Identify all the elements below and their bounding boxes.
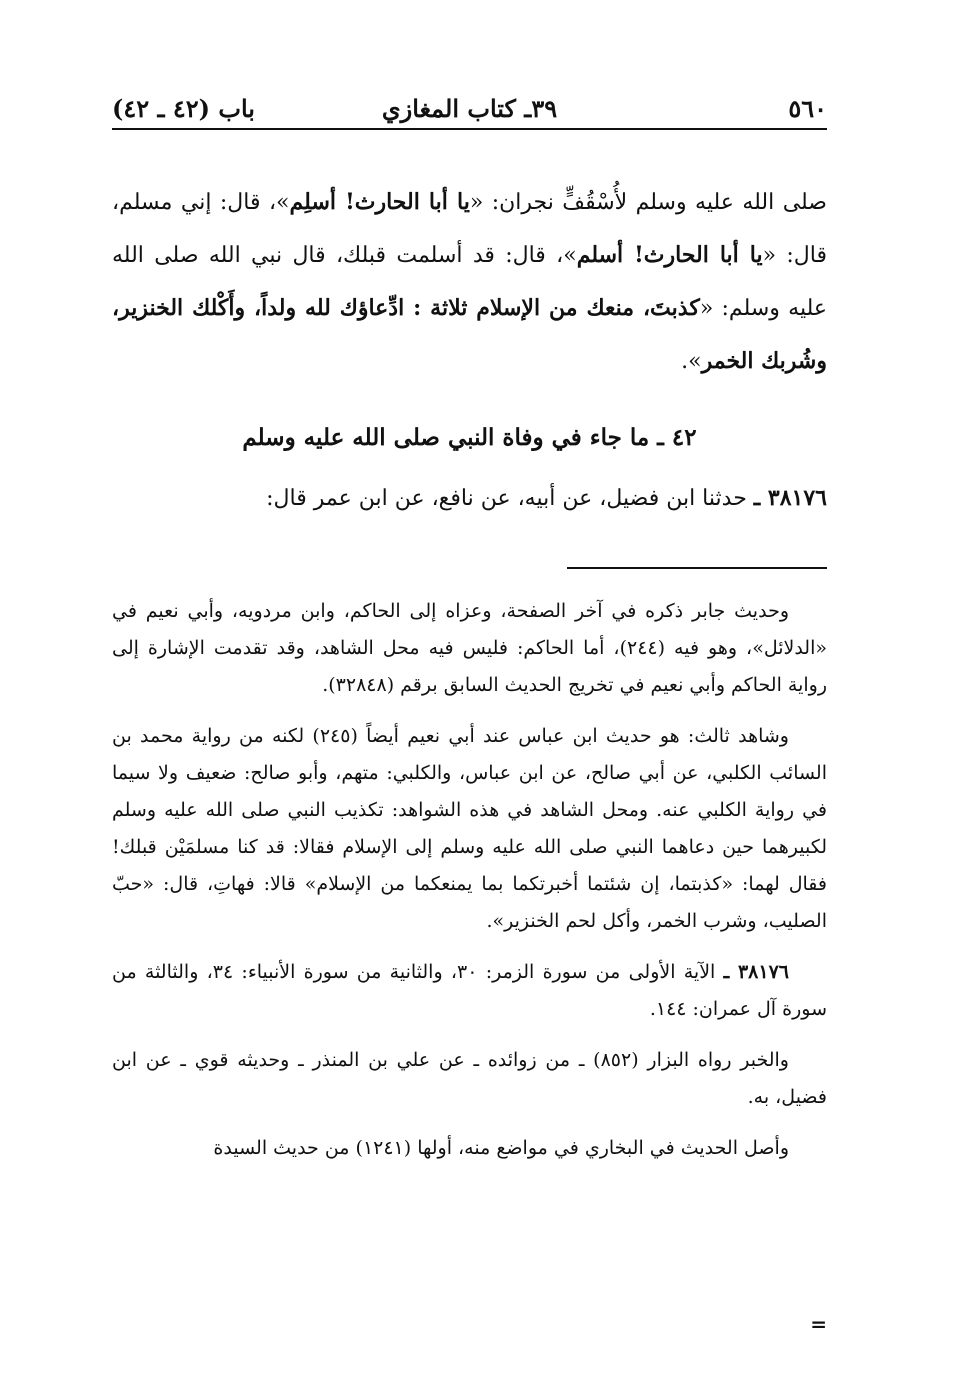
main-text-part: ».: [681, 349, 702, 374]
continuation-mark: =: [810, 1312, 827, 1336]
book-title: ٣٩ـ كتاب المغازي: [381, 94, 558, 123]
main-text-part: »، قال: قد أسلمت قبلك، قال نبي الله صلى الله عليه وسلم: «: [112, 243, 828, 321]
footnote-separator: [567, 567, 827, 569]
main-text-quote: يا أبا الحارث! أسلم: [576, 242, 763, 268]
footnote-paragraph: والخبر رواه البزار (٨٥٢) ـ من زوائده ـ عن علي بن المنذر ـ وحديثه قوي ـ عن ابن فضيل، به.: [112, 1049, 827, 1108]
page-number: ٥٦٠: [788, 94, 827, 123]
main-text: [112, 176, 827, 388]
main-text-part: »، قال: إني مسلم، قال: «: [112, 190, 827, 268]
footnote-text: الآية الأولى من سورة الزمر: ٣٠، والثانية من سورة الأنبياء: ٣٤، والثالثة من سورة آل عمران: ١٤٤.: [112, 961, 827, 1020]
hadith-chain: حدثنا ابن فضيل، عن أبيه، عن نافع، عن ابن عمر قال:: [266, 486, 754, 511]
section-heading: ٤٢ ـ ما جاء في وفاة النبي صلى الله عليه وسلم: [242, 424, 697, 451]
footnote-paragraph: وحديث جابر ذكره في آخر الصفحة، وعزاه إلى الحاكم، وابن مردويه، وأبي نعيم في «الدلائل»، وهو فيه (٢٤٤)، أما الحاكم: فليس فيه محل الشاهد، وقد تقدمت الإشارة إلى رواية الحاكم وأبي نعيم في تخريج الحديث السابق برقم (٣٢٨٤٨).: [112, 600, 827, 696]
page-header: [112, 88, 827, 130]
footnote-paragraph: وأصل الحديث في البخاري في مواضع منه، أولها (١٢٤١) من حديث السيدة: [213, 1137, 789, 1159]
hadith-number: ٣٨١٧٦ ـ: [753, 485, 827, 511]
footnote-paragraph: [112, 954, 827, 1028]
footnote-paragraph: وشاهد ثالث: هو حديث ابن عباس عند أبي نعيم أيضاً (٢٤٥) لكنه من رواية محمد بن السائب الكلبي، عن أبي صالح، عن ابن عباس، والكلبي: متهم، وأبو صالح: ضعيف ولا سيما في رواية الكلبي عنه. ومحل الشاهد في هذه الشواهد: تكذيب النبي صلى الله عليه وسلم لكبيرهما حين دعاهما النبي صلى الله عليه وسلم إلى الإسلام فقالا: قد كنا مسلمَيْن قبلك! فقال لهما: «كذبتما، إن شئتما أخبرتكما بما يمنعكما من الإسلام» قالا: فهاتِ، قال: «حبّ الصليب، وشرب الخمر، وأكل لحم الخنزير».: [112, 725, 827, 932]
chapter-range: باب (٤٢ ـ ٤٢): [112, 94, 255, 123]
page: [112, 88, 827, 1348]
hadith-text: [112, 476, 827, 521]
main-text-quote: كذبتَ، منعك من الإسلام ثلاثة : ادِّعاؤك لله ولداً، وأَكْلك الخنزير، وشُربك الخمر: [112, 295, 827, 374]
footnote-number: ٣٨١٧٦ ـ: [723, 961, 789, 983]
main-text-quote: يا أبا الحارث! أسلِم: [289, 189, 470, 215]
main-text-part: صلى الله عليه وسلم لأُسْقُفٍّ نجران: «: [469, 190, 827, 215]
